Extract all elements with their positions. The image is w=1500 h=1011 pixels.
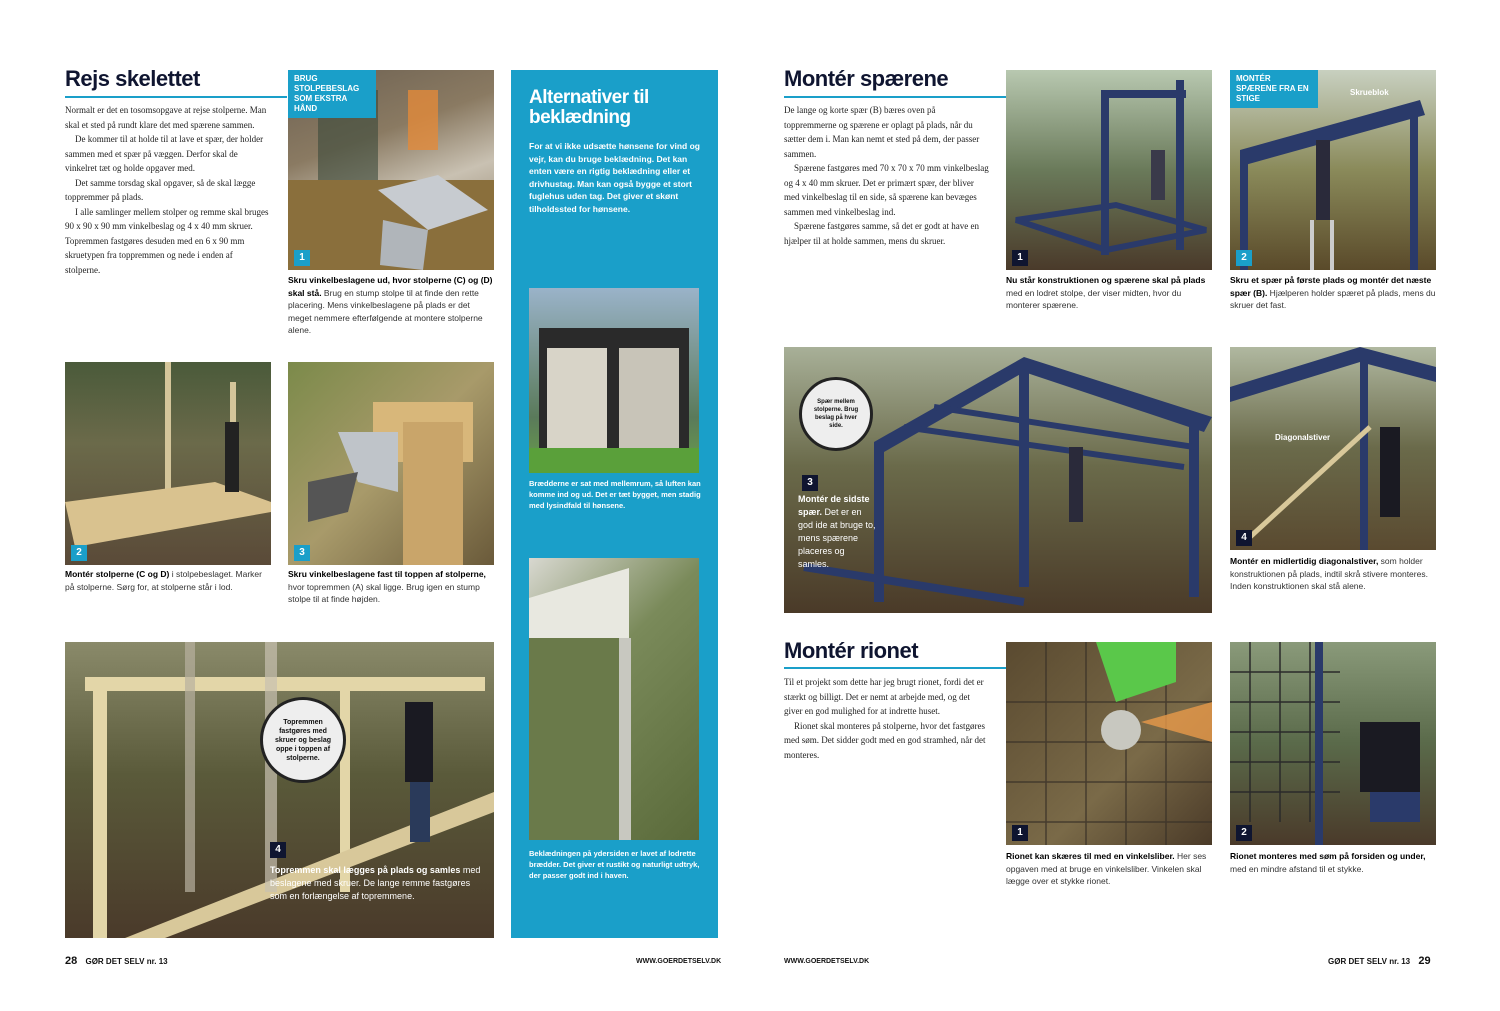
r-caption-1 xyxy=(1006,274,1212,312)
photo-label: MONTÉR SPÆRENE FRA EN STIGE xyxy=(1230,70,1318,108)
photo-tag: Diagonalstiver xyxy=(1275,433,1331,442)
photo-illustration xyxy=(529,288,699,473)
step-number: 2 xyxy=(1236,250,1252,266)
caption-text: Hjælperen holder spæret på plads, mens du skruer det fast. xyxy=(1230,287,1436,310)
sidebar-caption-2: Beklædningen på ydersiden er lavet af lodrette brædder. Det giver et rustikt og naturligt udtryk, der passer godt ind i haven. xyxy=(529,849,700,880)
footer-url-left: WWW.GOERDETSELV.DK xyxy=(636,958,722,965)
intro-text xyxy=(65,103,270,277)
magazine-name: GØR DET SELV xyxy=(1328,957,1387,966)
paragraph: De kommer til at holde til at lave et spær, der holder sammen med et spær på væggen. Derfor skal de vinkelret tæt og holde opgaver med. xyxy=(65,134,264,173)
photo-diagonalstiver xyxy=(1230,347,1436,550)
photo-rionet-montering xyxy=(1230,642,1436,845)
step-number: 2 xyxy=(1236,825,1252,841)
caption-bold: Montér stolperne (C og D) xyxy=(65,569,170,579)
r-caption-2 xyxy=(1230,274,1436,312)
photo-illustration xyxy=(529,558,699,840)
photo-illustration xyxy=(1006,70,1212,270)
info-bubble: Spær mellem stolperne. Brug beslag på hver side. xyxy=(799,377,873,451)
photo-konstruktion xyxy=(1006,70,1212,270)
caption-text: Her ses opgaven med at bruge en vinkelsliber. Vinkelen skal lægge over et stykke rionet. xyxy=(1006,851,1207,886)
caption-bold: Skru vinkelbeslagene ud, hvor stolperne (C) og (D) skal stå. xyxy=(288,275,493,298)
paragraph: Til et projekt som dette har jeg brugt rionet, fordi det er stærkt og billigt. Det er nemt at arbejde med, og det giver en god mulighed for at indrette huset. xyxy=(784,677,984,716)
page-number: 28 xyxy=(65,955,78,967)
caption-text: med en mindre afstand til et stykke. xyxy=(1230,863,1364,874)
caption-text: hvor topremmen (A) skal ligge. Brug igen en stump stolpe til at finde højden. xyxy=(288,581,480,604)
sidebar-alternativer xyxy=(511,70,718,938)
caption-text: som holder konstruktionen på plads, indtil skrå stivere monteres. Inden konstruktionen skal stå alene. xyxy=(1230,556,1428,591)
photo-stolpebeslag xyxy=(288,70,494,270)
photo-illustration xyxy=(1006,642,1212,845)
caption-1 xyxy=(288,274,494,337)
photo-sidste-spaer xyxy=(784,347,1212,613)
step-number: 1 xyxy=(1012,825,1028,841)
photo-vinkelsliber xyxy=(1006,642,1212,845)
caption-text: med en lodret stolpe, der viser midten, hvor du monterer spærene. xyxy=(1006,287,1182,310)
info-bubble: Topremmen fastgøres med skruer og beslag oppe i toppen af stolperne. xyxy=(260,697,346,783)
footer-right xyxy=(1328,955,1431,967)
sidebar-text: For at vi ikke udsætte hønsene for vind og vejr, kan du bruge beklædning. Det kan enten være en rigtig beklædning eller et drivhustag. Man kan også bygge et stort fuglehus uden tag. Det giver et skønt tilholdssted for hønsene. xyxy=(529,141,700,214)
photo-illustration xyxy=(65,362,271,565)
heading-rule xyxy=(65,96,287,98)
sidebar-photo-2 xyxy=(529,558,699,840)
footer-url-right: WWW.GOERDETSELV.DK xyxy=(784,958,870,965)
caption-bold: Rionet kan skæres til med en vinkelsliber. xyxy=(1006,851,1175,861)
r-caption-5 xyxy=(1006,850,1212,888)
right-page xyxy=(750,0,1500,1011)
caption-bold: Nu står konstruktionen og spærene skal på plads xyxy=(1006,275,1206,285)
photo-toprem xyxy=(65,642,494,938)
paragraph: Spærene fastgøres med 70 x 70 x 70 mm vinkelbeslag og 4 x 40 mm skruer. Det er primært spær, der bliver med vinkelbeslag til en side, så spærene kan bevæges sammen med vinkelbeslag ind. xyxy=(784,163,989,217)
photo-illustration xyxy=(288,362,494,565)
rionet-text xyxy=(784,675,989,762)
heading-rule xyxy=(784,667,1006,669)
step-number: 1 xyxy=(294,250,310,266)
caption-bold: Skru vinkelbeslagene fast til toppen af stolperne, xyxy=(288,569,486,579)
photo-montage-stolper xyxy=(65,362,271,565)
caption-bold: Montér en midlertidig diagonalstiver, xyxy=(1230,556,1379,566)
sidebar-caption-1: Brædderne er sat med mellemrum, så luften kan komme ind og ud. Det er tæt bygget, men stadig med lysindfald til hønsene. xyxy=(529,479,701,510)
caption-bold: Topremmen skal lægges på plads og samles xyxy=(270,865,461,875)
overlay-caption xyxy=(798,493,878,571)
step-number: 2 xyxy=(71,545,87,561)
paragraph: Det samme torsdag skal opgaver, så de skal lægge toppremmer på plads. xyxy=(65,177,256,202)
photo-tag: Skrueblok xyxy=(1350,88,1389,97)
photo-illustration xyxy=(1230,642,1436,845)
page-number: 29 xyxy=(1418,955,1431,967)
section-title-rejs: Rejs skelettet xyxy=(65,66,200,91)
caption-bold: Montér de sidste spær. xyxy=(798,494,870,517)
paragraph: Spærene fastgøres samme, så det er godt at have en hjælper til at holde sammen, mens du skruer. xyxy=(784,221,979,246)
step-number: 4 xyxy=(1236,530,1252,546)
caption-bold: Skru et spær på første plads og montér det næste spær (B). xyxy=(1230,275,1432,298)
step-number: 3 xyxy=(802,475,818,491)
photo-label: BRUG STOLPEBESLAG SOM EKSTRA HÅND xyxy=(288,70,376,118)
footer-left xyxy=(65,955,168,967)
issue-number: nr. 13 xyxy=(146,957,168,966)
photo-vinkelbeslag xyxy=(288,362,494,565)
section-title-rionet: Montér rionet xyxy=(784,638,919,663)
section-title-spaerene: Montér spærene xyxy=(784,66,949,91)
paragraph: Normalt er det en tosomsopgave at rejse stolperne. Man skal et sted på rundt klare det med spærene sammen. xyxy=(65,105,267,130)
r-caption-4 xyxy=(1230,555,1436,593)
caption-text: Brug en stump stolpe til at finde den rette placering. Mens vinkelbeslagene på plads er det meget nemmere efterfølgende at montere stolperne alene. xyxy=(288,287,483,335)
magazine-name: GØR DET SELV xyxy=(85,957,145,966)
paragraph: Rionet skal monteres på stolperne, hvor det fastgøres med søm. Det sidder godt med en god stramhed, når det monteres. xyxy=(784,720,986,760)
caption-text: Det er en god ide at bruge to, mens spærene placeres og samles. xyxy=(798,507,876,569)
caption-bold: Rionet monteres med søm på forsiden og under, xyxy=(1230,851,1426,861)
caption-2 xyxy=(65,568,271,593)
sidebar-photo-1 xyxy=(529,288,699,473)
heading-rule xyxy=(784,96,1006,98)
sidebar-title: Alternativer til beklædning xyxy=(529,87,649,128)
photo-illustration xyxy=(1230,347,1436,550)
spaer-text xyxy=(784,103,989,248)
paragraph: I alle samlinger mellem stolper og remme skal bruges 90 x 90 x 90 mm vinkelbeslag og 4 x 40 mm skruer. Topremmen fastgøres desuden med en 6 x 90 mm skruetypen fra toppremmen og nede i enden af stolperne. xyxy=(65,206,269,275)
step-number: 4 xyxy=(270,842,286,858)
overlay-caption xyxy=(270,864,485,903)
caption-3 xyxy=(288,568,494,606)
issue-number: nr. 13 xyxy=(1389,957,1411,966)
caption-text: med beslagene med skruer. De lange remme fastgøres som en forlængelse af topremmene. xyxy=(270,865,481,901)
step-number: 3 xyxy=(294,545,310,561)
paragraph: De lange og korte spær (B) bæres oven på toppremmerne og spærene er oplagt på plads, når du sætter dem i. Man kan nemt et sted på dem, der passer sammen. xyxy=(784,105,980,159)
r-caption-6 xyxy=(1230,850,1436,875)
photo-stige xyxy=(1230,70,1436,270)
caption-text: i stolpebeslaget. Marker på stolperne. Sørg for, at stolperne står i lod. xyxy=(65,569,262,592)
step-number: 1 xyxy=(1012,250,1028,266)
